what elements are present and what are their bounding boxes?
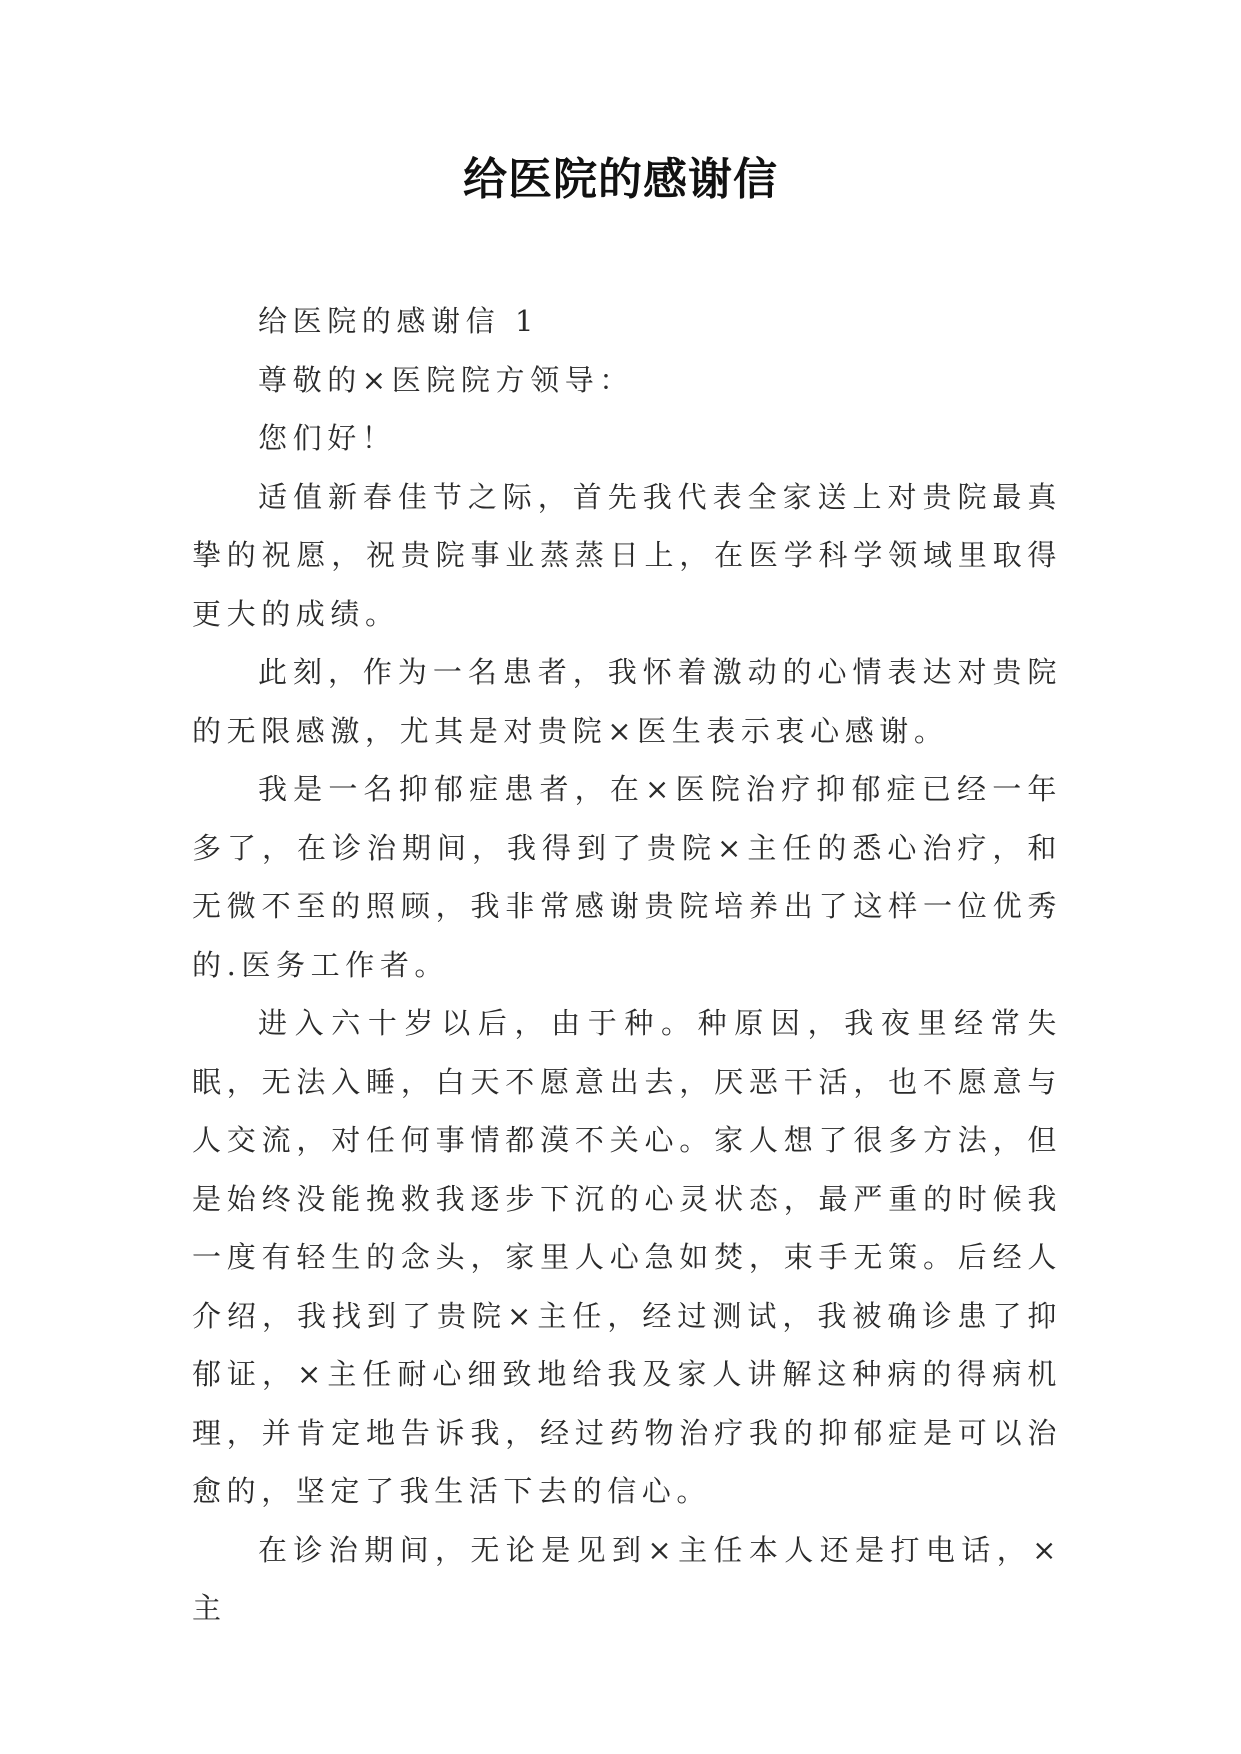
paragraph: 我是一名抑郁症患者，在×医院治疗抑郁症已经一年多了，在诊治期间，我得到了贵院×主任的悉心治疗，和无微不至的照顾，我非常感谢贵院培养出了这样一位优秀的.医务工作者。	[192, 772, 1062, 982]
paragraph-greeting: 您们好！	[258, 421, 397, 455]
paragraph: 此刻，作为一名患者，我怀着激动的心情表达对贵院的无限感激，尤其是对贵院×医生表示衷心感谢。	[192, 655, 1062, 748]
paragraph-salutation: 尊敬的×医院院方领导：	[258, 362, 634, 397]
paragraph: 适值新春佳节之际，首先我代表全家送上对贵院最真挚的祝愿，祝贵院事业蒸蒸日上，在医学科学领域里取得更大的成绩。	[192, 479, 1062, 631]
document-title: 给医院的感谢信	[463, 154, 778, 205]
document-body	[192, 292, 1062, 1638]
paragraph: 进入六十岁以后，由于种。种原因，我夜里经常失眠，无法入睡，白天不愿意出去，厌恶干活，也不愿意与人交流，对任何事情都漠不关心。家人想了很多方法，但是始终没能挽救我逐步下沉的心灵状态，最严重的时候我一度有轻生的念头，家里人心急如焚，束手无策。后经人介绍，我找到了贵院×主任，经过测试，我被确诊患了抑郁证，×主任耐心细致地给我及家人讲解这种病的得病机理，并肯定地告诉我，经过药物治疗我的抑郁症是可以治愈的，坚定了我生活下去的信心。	[192, 1006, 1062, 1508]
paragraph-heading: 给医院的感谢信 1	[258, 304, 540, 338]
paragraph: 在诊治期间，无论是见到×主任本人还是打电话，×主	[192, 1532, 1062, 1625]
